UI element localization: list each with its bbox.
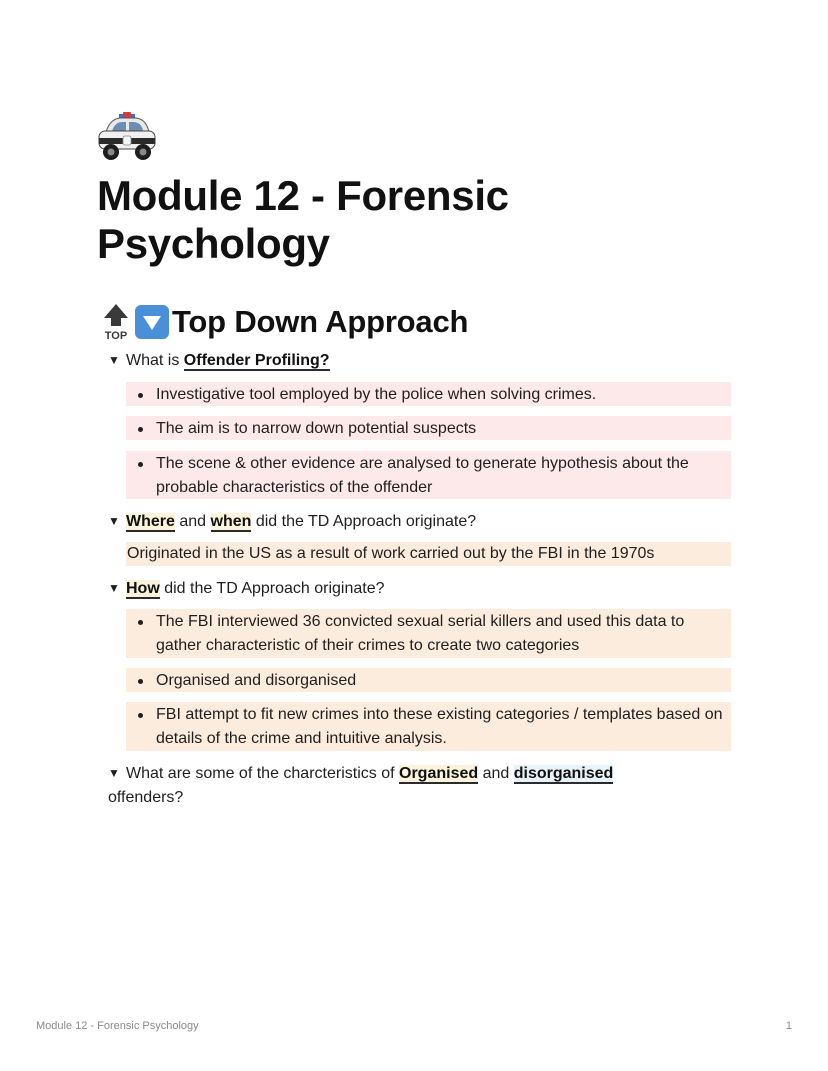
- highlight-disorganised: disorganised: [513, 765, 614, 782]
- bullet-text: The FBI interviewed 36 convicted sexual serial killers and used this data to gather characteristic of their crimes to create two categories: [126, 609, 731, 659]
- section-heading: [100, 300, 468, 344]
- list-item: [126, 702, 731, 751]
- footer-page-number: 1: [785, 1020, 792, 1032]
- toggle-text: and: [174, 513, 211, 530]
- bullet-text: The scene & other evidence are analysed to generate hypothesis about the probable characteristics of the offender: [126, 451, 731, 501]
- highlight-offender-profiling: Offender Profiling?: [183, 352, 330, 369]
- toggle-text: did the TD Approach originate?: [159, 580, 385, 597]
- highlight-when: when: [210, 513, 252, 530]
- toggle-arrow-icon[interactable]: ▼: [108, 766, 120, 780]
- toggle-characteristics[interactable]: [108, 761, 668, 810]
- toggle-where-when[interactable]: [108, 509, 476, 534]
- bullet-text: Organised and disorganised: [126, 668, 731, 694]
- bullet-text: The aim is to narrow down potential suspects: [126, 416, 731, 442]
- toggle-text: did the TD Approach originate?: [251, 513, 477, 530]
- toggle-arrow-icon[interactable]: ▼: [108, 581, 120, 595]
- highlight-where: Where: [126, 513, 175, 530]
- page-title: Module 12 - Forensic Psychology: [97, 172, 509, 267]
- list-item: [126, 382, 731, 406]
- svg-text:TOP: TOP: [104, 330, 128, 342]
- list-item: [126, 451, 731, 499]
- toggle-text: offenders?: [108, 789, 184, 806]
- toggle-arrow-icon[interactable]: ▼: [108, 353, 120, 367]
- bullet-text: Investigative tool employed by the police when solving crimes.: [126, 382, 731, 408]
- top-arrow-icon: [100, 302, 132, 342]
- list-item: [126, 609, 731, 658]
- toggle-arrow-icon[interactable]: ▼: [108, 514, 120, 528]
- paragraph-text: Originated in the US as a result of work carried out by the FBI in the 1970s: [127, 545, 655, 562]
- toggle-text: and: [478, 765, 514, 782]
- text-block: [126, 542, 731, 566]
- toggle-how[interactable]: [108, 576, 385, 601]
- bullet-text: FBI attempt to fit new crimes into these existing categories / templates based on details of the crime and intuitive analysis.: [126, 702, 731, 752]
- list-item: [126, 416, 731, 440]
- footer-doc-title: Module 12 - Forensic Psychology: [36, 1020, 199, 1032]
- highlight-organised: Organised: [399, 765, 479, 782]
- toggle-text: What are some of the charcteristics of: [126, 765, 399, 782]
- list-item: [126, 668, 731, 692]
- police-car-icon: [96, 112, 158, 164]
- toggle-offender-profiling[interactable]: [108, 348, 330, 373]
- section-heading-text: Top Down Approach: [172, 304, 469, 339]
- down-button-icon: [134, 304, 170, 340]
- highlight-how: How: [126, 580, 160, 597]
- toggle-text: What is: [126, 352, 184, 369]
